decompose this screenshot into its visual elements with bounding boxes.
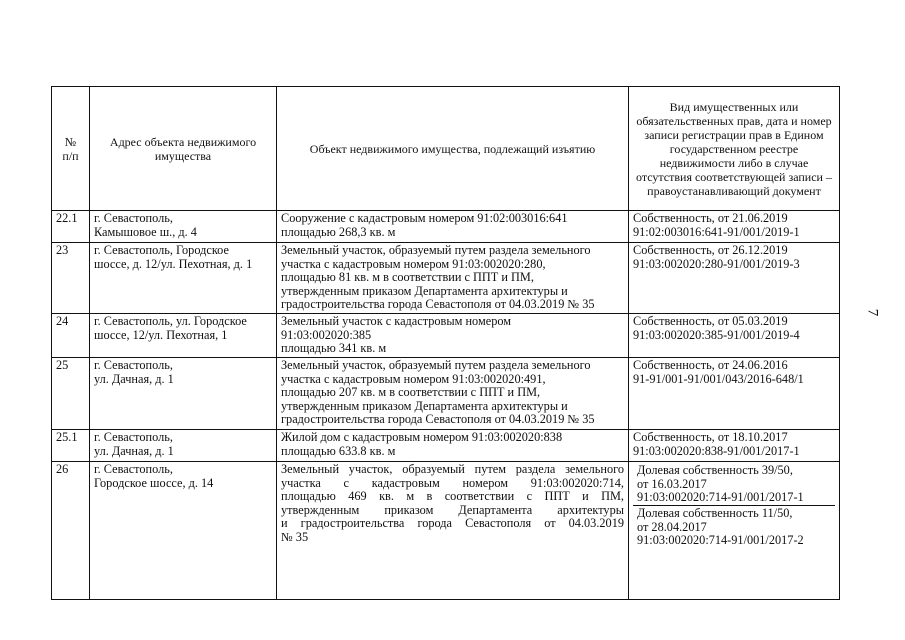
row-rights xyxy=(629,357,840,429)
row-object xyxy=(277,357,629,429)
row-number: 23 xyxy=(52,243,90,314)
address-line: Камышовое ш., д. 4 xyxy=(94,224,197,239)
row-object xyxy=(277,211,629,243)
object-line: площадью 341 кв. м xyxy=(281,341,387,356)
rights-line: Собственность, от 18.10.2017 xyxy=(633,429,788,444)
rights-line: 91:03:002020:385-91/001/2019-4 xyxy=(633,327,800,342)
rights-line: 91:03:002020:714-91/001/2017-2 xyxy=(637,533,804,548)
object-line: Земельный участок, образуемый путем раздела земельного xyxy=(281,357,591,372)
row-rights xyxy=(629,313,840,357)
row-number: 26 xyxy=(52,461,90,599)
address-line: г. Севастополь, xyxy=(94,357,173,372)
row-rights xyxy=(629,243,840,314)
object-line: площадью 268,3 кв. м xyxy=(281,224,396,239)
object-line: утвержденным приказом Департамента архитектуры xyxy=(281,502,624,517)
page-number: 7 xyxy=(864,308,881,317)
row-object xyxy=(277,313,629,357)
object-line: Земельный участок, образуемый путем раздела земельного xyxy=(281,461,624,476)
address-line: шоссе, 12/ул. Пехотная, 1 xyxy=(94,327,228,342)
object-line: утвержденным приказом Департамента архитектуры и xyxy=(281,283,568,298)
object-line: площадью 633.8 кв. м xyxy=(281,443,396,458)
rights-line: 91-91/001-91/001/043/2016-648/1 xyxy=(633,371,804,386)
address-line: шоссе, д. 12/ул. Пехотная, д. 1 xyxy=(94,256,253,271)
rights-line: Собственность, от 24.06.2016 xyxy=(633,357,788,372)
rights-line: Собственность, от 21.06.2019 xyxy=(633,211,788,225)
object-line: градостроительства города Севастополя от 04.03.2019 № 35 xyxy=(281,297,595,312)
rights-line: Долевая собственность 39/50, xyxy=(637,462,793,477)
address-line: г. Севастополь, xyxy=(94,461,173,476)
row-address xyxy=(90,357,277,429)
address-line: ул. Дачная, д. 1 xyxy=(94,443,174,458)
object-line: градостроительства города Севастополя от 04.03.2019 № 35 xyxy=(281,412,595,427)
address-line: г. Севастополь, xyxy=(94,429,173,444)
row-address xyxy=(90,211,277,243)
object-line: участка с кадастровым номером 91:03:002020:714, xyxy=(281,475,624,490)
object-line: площадью 469 кв. м в соответствии с ППТ и ПМ, xyxy=(281,489,624,504)
row-object xyxy=(277,243,629,314)
address-line: ул. Дачная, д. 1 xyxy=(94,371,174,386)
rights-line: Собственность, от 26.12.2019 xyxy=(633,243,788,257)
row-number: 25 xyxy=(52,357,90,429)
object-line: Сооружение с кадастровым номером 91:02:003016:641 xyxy=(281,211,568,225)
address-line: г. Севастополь, Городское xyxy=(94,243,229,257)
object-line: участка с кадастровым номером 91:03:002020:491, xyxy=(281,371,546,386)
object-line: участка с кадастровым номером 91:03:002020:280, xyxy=(281,256,546,271)
object-line: Земельный участок с кадастровым номером xyxy=(281,313,512,328)
row-address xyxy=(90,243,277,314)
object-line: № 35 xyxy=(281,529,309,544)
header-row xyxy=(52,87,840,211)
rights-line: от 28.04.2017 xyxy=(637,519,707,534)
row-number: 22.1 xyxy=(52,211,90,243)
rights-part xyxy=(633,506,835,549)
rights-line: 91:03:002020:280-91/001/2019-3 xyxy=(633,256,800,271)
row-rights xyxy=(629,211,840,243)
header-number-line: № xyxy=(64,134,77,149)
rights-line: Долевая собственность 11/50, xyxy=(637,505,793,520)
object-line: Жилой дом с кадастровым номером 91:03:002020:838 xyxy=(281,429,563,444)
header-address: Адрес объекта недвижимого имущества xyxy=(90,87,277,211)
row-object xyxy=(277,429,629,461)
object-line: 91:03:002020:385 xyxy=(281,327,372,342)
rights-line: от 16.03.2017 xyxy=(637,476,707,491)
table-row xyxy=(52,313,840,357)
header-object: Объект недвижимого имущества, подлежащий изъятию xyxy=(277,87,629,211)
header-number-line: п/п xyxy=(62,148,79,163)
table-row xyxy=(52,357,840,429)
row-rights xyxy=(629,429,840,461)
rights-line: 91:03:002020:838-91/001/2017-1 xyxy=(633,443,800,458)
table-row xyxy=(52,243,840,314)
table-row xyxy=(52,461,840,599)
object-line: площадью 81 кв. м в соответствии с ППТ и ПМ, xyxy=(281,270,534,285)
address-line: г. Севастополь, xyxy=(94,211,173,225)
row-number: 25.1 xyxy=(52,429,90,461)
table-row xyxy=(52,429,840,461)
rights-part xyxy=(633,463,835,506)
table-body xyxy=(52,211,840,600)
object-line: и градостроительства города Севастополя от 04.03.2019 xyxy=(281,516,624,531)
row-address xyxy=(90,313,277,357)
table-row xyxy=(52,211,840,243)
rights-line: 91:02:003016:641-91/001/2019-1 xyxy=(633,224,800,239)
address-line: г. Севастополь, ул. Городское xyxy=(94,313,247,328)
row-rights xyxy=(629,461,840,599)
row-address xyxy=(90,429,277,461)
row-number: 24 xyxy=(52,313,90,357)
address-line: Городское шоссе, д. 14 xyxy=(94,475,214,490)
header-rights: Вид имущественных или обязательственных прав, дата и номер записи регистрации прав в Едином государственном реестре недвижимости либо в случае отсутствия соответствующей записи – правоустанавливающий документ xyxy=(629,87,840,211)
object-line: Земельный участок, образуемый путем раздела земельного xyxy=(281,243,591,257)
object-line: утвержденным приказом Департамента архитектуры и xyxy=(281,398,568,413)
rights-line: 91:03:002020:714-91/001/2017-1 xyxy=(637,490,804,505)
row-address xyxy=(90,461,277,599)
row-object xyxy=(277,461,629,599)
object-line: площадью 207 кв. м в соответствии с ППТ и ПМ, xyxy=(281,385,541,400)
rights-line: Собственность, от 05.03.2019 xyxy=(633,313,788,328)
registry-table xyxy=(51,86,840,600)
header-number xyxy=(52,87,90,211)
